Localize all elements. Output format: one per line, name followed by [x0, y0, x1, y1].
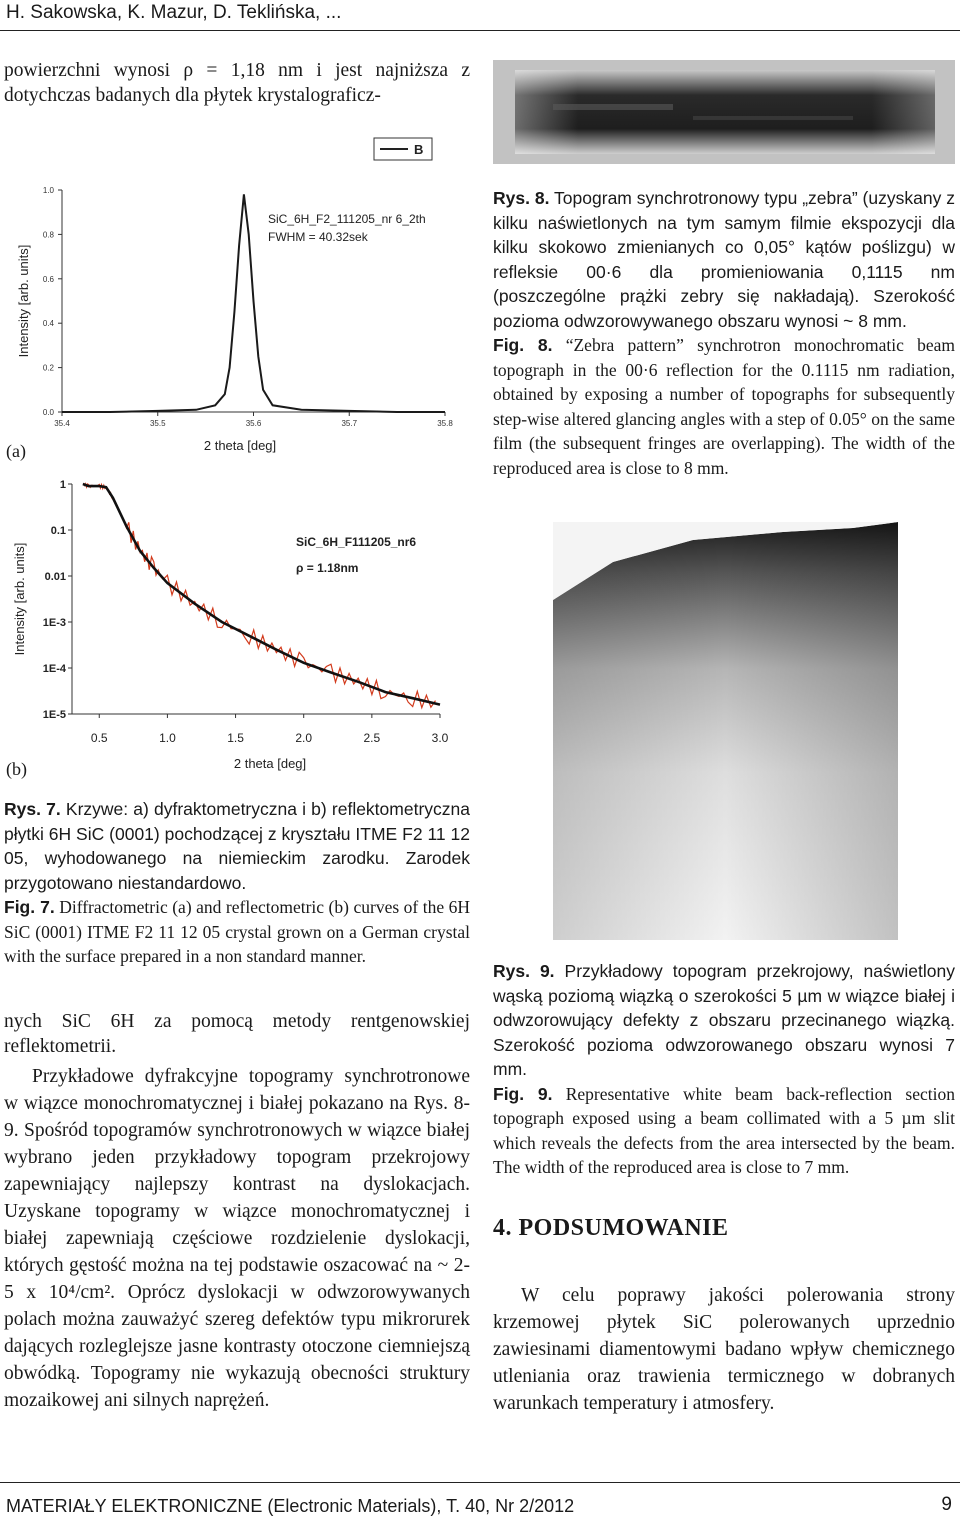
zebra-topograph-image [493, 60, 955, 164]
chart-b-annotation-roughness: ρ = 1.18nm [296, 561, 359, 575]
chart-b-reflectometry [0, 470, 470, 780]
journal-footer: MATERIAŁY ELEKTRONICZNE (Electronic Materials), T. 40, Nr 2/2012 [6, 1496, 575, 1516]
left-body-p2: Przykładowe dyfrakcyjne topogramy synchrotronowe w wiązce monochromatycznej i białej pokazano na Rys. 8-9. Spośród topogramów synchrotronowych w wiązce białej wybrano jeden przykładowy topogram przekrojowy zapewniający najlepszy kontrast na dyslokacjach. Uzyskane topogramy w wiązce monochromatycznej i białej zapewniają częściowe rozdzielenie dyslokacji, których gęstość można na tej podstawie oszacować na ~ 2-5 x 10⁴/cm². Oprócz dyslokacji w odwzorowywanych polach można zauważyć szereg defektów typu mikrorurek dających rozleglejsze jasne kontrasty otoczone ciemniejszą obwódką. Topogramy nie wykazują obecności struktury mozaikowej ani silnych naprężeń. [4, 1066, 470, 1411]
page-number: 9 [941, 1494, 952, 1515]
chart-b-xtick-label: 1.0 [159, 731, 176, 745]
chart-a-ytick-label: 0.4 [42, 319, 54, 329]
chart-b-xtick-label: 2.5 [363, 731, 381, 745]
chart-b-ytick-label: 1E-3 [42, 617, 66, 629]
caption-7-pl-text: Krzywe: a) dyfraktometryczna i b) reflektometryczna płytki 6H SiC (0001) pochodzącej z kryształu ITME F2 11 12 05, wyhodowanego na niemieckim zarodku. Zarodek przygotowano niestandardowo. [4, 799, 470, 893]
left-intro-paragraph: powierzchni wynosi ρ = 1,18 nm i jest najniższa z dotychczas badanych dla płytek krystalograficz- [4, 60, 470, 106]
chart-b-ytick-label: 1E-4 [42, 663, 66, 675]
caption-8-en-label: Fig. 8. [493, 335, 553, 355]
chart-b-xtick-label: 1.5 [227, 731, 244, 745]
chart-b-xtick-label: 0.5 [90, 731, 108, 745]
caption-9-en-text: Representative white beam back-reflection section topograph exposed using a beam collimated with a 5 µm slit which reveals the defects from the area intersected by the beam. The width of the reproduced area is close to 7 mm. [493, 1083, 956, 1177]
chart-a-ytick-label: 0.8 [42, 230, 54, 240]
left-body-p1: nych SiC 6H za pomocą metody rentgenowskiej reflektometrii. [4, 1011, 470, 1057]
chart-b-ytick-label: 1 [59, 479, 66, 491]
caption-9-en-label: Fig. 9. [493, 1083, 553, 1104]
caption-7-pl [4, 799, 470, 893]
chart-a-x-axis-title: 2 theta [deg] [203, 438, 277, 453]
caption-8-pl-label: Rys. 8. [493, 188, 550, 208]
caption-9-pl-text: Przykładowy topogram przekrojowy, naświetlony wąską poziomą wiązką o szerokości 5 µm w wiązce białej i odwzorowujący defekty z obszaru przecinanego wiązką. Szerokość pozioma odwzorowanego obszaru wynosi 7 mm. [493, 961, 955, 1079]
running-header: H. Sakowska, K. Mazur, D. Teklińska, ... [6, 2, 342, 23]
header-rule [0, 30, 960, 31]
chart-a-ytick-label: 0.0 [42, 408, 54, 417]
caption-9-en [493, 1084, 955, 1178]
chart-b-ytick-label: 0.1 [50, 525, 66, 537]
footer-rule [0, 1482, 960, 1483]
figure-9-caption [493, 959, 955, 1180]
chart-a-xtick-label: 35.5 [149, 419, 166, 428]
chart-a-series-line [62, 194, 445, 412]
chart-a-ytick-label: 0.2 [42, 363, 54, 373]
chart-a-xtick-label: 35.4 [54, 419, 70, 428]
section-4-heading: 4. PODSUMOWANIE [493, 1215, 729, 1241]
section-4-text: W celu poprawy jakości polerowania strony krzemowej płytek SiC polerowanych uprzednio zawiesinami diamentowymi badano wpływ chemicznego utleniania oraz trawienia termicznego w dobranych warunkach temperatury i atmosfery. [493, 1285, 955, 1414]
chart-b-ytick-label: 1E-5 [42, 709, 66, 721]
caption-8-en-text: “Zebra pattern” synchrotron monochromatic beam topograph in the 00·6 reflection for the 0.1115 nm radiation, obtained by exposing a number of topographs for subsequently step-wise altered glancing angles with a step of 0.05° on the same film (the subsequent fringes are overlapping). The width of the reproduced area is close to 8 mm. [493, 335, 955, 478]
panel-label-b: (b) [6, 759, 27, 779]
chart-b-measured-line [83, 484, 436, 708]
panel-label-a: (a) [6, 441, 26, 461]
caption-8-pl-text: Topogram synchrotronowy typu „zebra” (uzyskany z kilku naświetlonych na tym samym filmie ekspozycji dla kilku skokowo zmienianych co 0,05° kątów poślizgu) w refleksie 00·6 dla promieniowania 0,1115 nm (poszczególne prążki zebry się nakładają). Szerokość pozioma odwzorowywanego obszaru wynosi ~ 8 mm. [493, 188, 955, 331]
chart-a-legend-label: B [414, 142, 424, 157]
caption-8-pl [493, 188, 955, 331]
chart-a-annotation-sample: SiC_6H_F2_111205_nr 6_2th [268, 212, 426, 226]
caption-9-pl [493, 961, 955, 1079]
caption-7-en-label: Fig. 7. [4, 897, 55, 917]
chart-b-annotation-sample: SiC_6H_F111205_nr6 [296, 535, 417, 549]
chart-a-xtick-label: 35.8 [437, 419, 453, 428]
chart-b-y-axis-title: Intensity [arb. units] [12, 542, 27, 656]
chart-a-y-axis-title: Intensity [arb. units] [16, 244, 31, 358]
chart-a-ytick-label: 0.6 [42, 274, 54, 284]
chart-a-diffraction [0, 130, 470, 470]
figure-8-caption [493, 186, 955, 480]
figure-7-caption [4, 797, 470, 969]
chart-a-ytick-label: 1.0 [42, 186, 54, 195]
chart-a-annotation-fwhm: FWHM = 40.32sek [268, 230, 368, 244]
section-topograph-image [553, 522, 898, 940]
caption-9-pl-label: Rys. 9. [493, 961, 555, 981]
chart-b-xtick-label: 2.0 [295, 731, 313, 745]
chart-a-xtick-label: 35.7 [341, 419, 358, 428]
caption-7-en [4, 897, 470, 966]
chart-b-xtick-label: 3.0 [431, 731, 449, 745]
chart-b-x-axis-title: 2 theta [deg] [233, 756, 307, 771]
caption-7-pl-label: Rys. 7. [4, 799, 61, 819]
chart-b-ytick-label: 0.01 [44, 571, 66, 583]
caption-8-en [493, 335, 955, 478]
chart-b-fit-line [83, 484, 440, 705]
chart-a-xtick-label: 35.6 [245, 419, 262, 428]
caption-7-en-text: Diffractometric (a) and reflectometric (b) curves of the 6H SiC (0001) ITME F2 11 12 05 crystal grown on a German crystal with the surface prepared in a non standard manner. [4, 897, 470, 966]
